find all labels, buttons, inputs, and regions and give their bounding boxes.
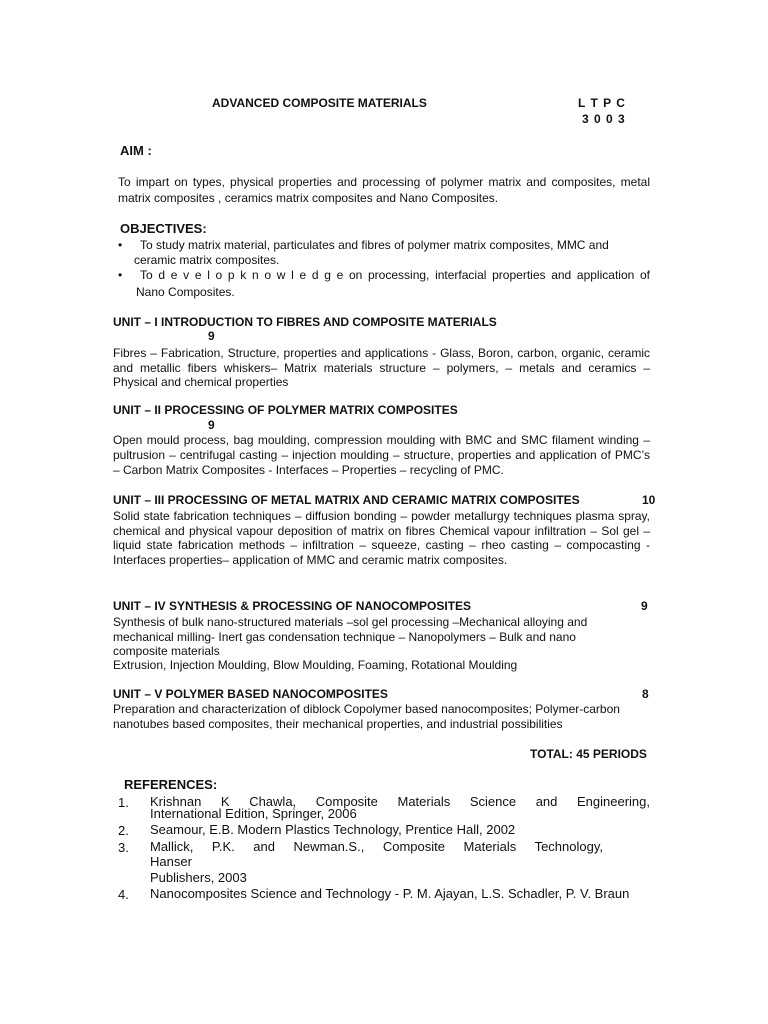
unit-3-heading: UNIT – III PROCESSING OF METAL MATRIX AND CERAMIC MATRIX COMPOSITES <box>113 493 580 507</box>
objective-text-2: To d e v e l o p k n o w l e d g e on processing, interfacial properties and application of <box>140 268 650 282</box>
unit-1-text: Fibres – Fabrication, Structure, properties and applications - Glass, Boron, carbon, organic, ceramic and metallic fibers whiskers– Matrix materials structure – polymers, – metals and ceramics – Physical and chemical properties <box>113 346 650 389</box>
reference-number: 4. <box>118 887 129 902</box>
unit-2-text: Open mould process, bag moulding, compression moulding with BMC and SMC filament winding – pultrusion – centrifugal casting – injection moulding – structure, properties and application of PMC’s – Carbon Matrix Composites - Interfaces – Properties – recycling of PMC. <box>113 433 650 477</box>
reference-1-line-2: International Edition, Springer, 2006 <box>150 806 357 821</box>
unit-1-hours: 9 <box>208 329 215 343</box>
unit-4-text-2: Extrusion, Injection Moulding, Blow Moulding, Foaming, Rotational Moulding <box>113 658 518 672</box>
course-title: ADVANCED COMPOSITE MATERIALS <box>212 96 427 110</box>
reference-3-line-2: Hanser <box>150 854 192 869</box>
ltpc-values: 3 0 0 3 <box>582 112 626 126</box>
unit-5-heading: UNIT – V POLYMER BASED NANOCOMPOSITES <box>113 687 388 701</box>
unit-3-hours: 10 <box>642 493 656 507</box>
total-periods: TOTAL: 45 PERIODS <box>530 747 647 761</box>
aim-text: To impart on types, physical properties and processing of polymer matrix and composites, metal matrix composites , ceramics matrix composites and Nano Composites. <box>118 175 650 205</box>
references-heading: REFERENCES: <box>124 777 218 792</box>
reference-number: 2. <box>118 823 129 838</box>
unit-5-hours: 8 <box>642 687 649 701</box>
reference-4: Nanocomposites Science and Technology - P. M. Ajayan, L.S. Schadler, P. V. Braun <box>150 886 630 901</box>
unit-1-heading: UNIT – I INTRODUCTION TO FIBRES AND COMPOSITE MATERIALS <box>113 315 497 329</box>
aim-heading: AIM : <box>120 143 152 158</box>
objective-item <box>118 238 650 268</box>
reference-3-line-3: Publishers, 2003 <box>150 870 247 885</box>
reference-1-line-1: Krishnan K Chawla, Composite Materials Science and Engineering, <box>150 794 650 809</box>
objective-text-1: To study matrix material, particulates and fibres of polymer matrix composites, MMC and <box>140 238 609 252</box>
ltpc-label: L T P C <box>578 96 626 110</box>
unit-4-hours: 9 <box>641 599 648 613</box>
reference-3-line-1: Mallick, P.K. and Newman.S., Composite Materials Technology, <box>150 839 603 854</box>
unit-3-text: Solid state fabrication techniques – diffusion bonding – powder metallurgy techniques plasma spray, chemical and physical vapour deposition of matrix on fibres Chemical vapour infiltration – Sol gel – liquid state fabrication methods – infiltration – squeeze, casting – rheo casting – compocasting - Interfaces properties– application of MMC and ceramic matrix composites. <box>113 509 650 567</box>
bullet-icon: • <box>118 268 123 282</box>
unit-4-text: Synthesis of bulk nano-structured materials –sol gel processing –Mechanical alloying and mechanical milling- Inert gas condensation technique – Nanopolymers – Bulk and nano composite materials <box>113 615 588 658</box>
bullet-icon: • <box>118 238 123 252</box>
objective-item <box>118 268 650 300</box>
unit-5-text: Preparation and characterization of diblock Copolymer based nanocomposites; Polymer-carbon nanotubes based composites, their mechanical properties, and industrial possibilities <box>113 702 620 731</box>
reference-number: 3. <box>118 840 129 855</box>
unit-2-hours: 9 <box>208 418 215 432</box>
unit-2-heading: UNIT – II PROCESSING OF POLYMER MATRIX COMPOSITES <box>113 403 458 417</box>
objectives-heading: OBJECTIVES: <box>120 221 207 236</box>
objective-text-2b: Nano Composites. <box>136 285 235 299</box>
reference-number: 1. <box>118 795 129 810</box>
reference-2: Seamour, E.B. Modern Plastics Technology, Prentice Hall, 2002 <box>150 822 516 837</box>
objective-text-1b: ceramic matrix composites. <box>134 253 280 267</box>
unit-4-heading: UNIT – IV SYNTHESIS & PROCESSING OF NANOCOMPOSITES <box>113 599 472 613</box>
